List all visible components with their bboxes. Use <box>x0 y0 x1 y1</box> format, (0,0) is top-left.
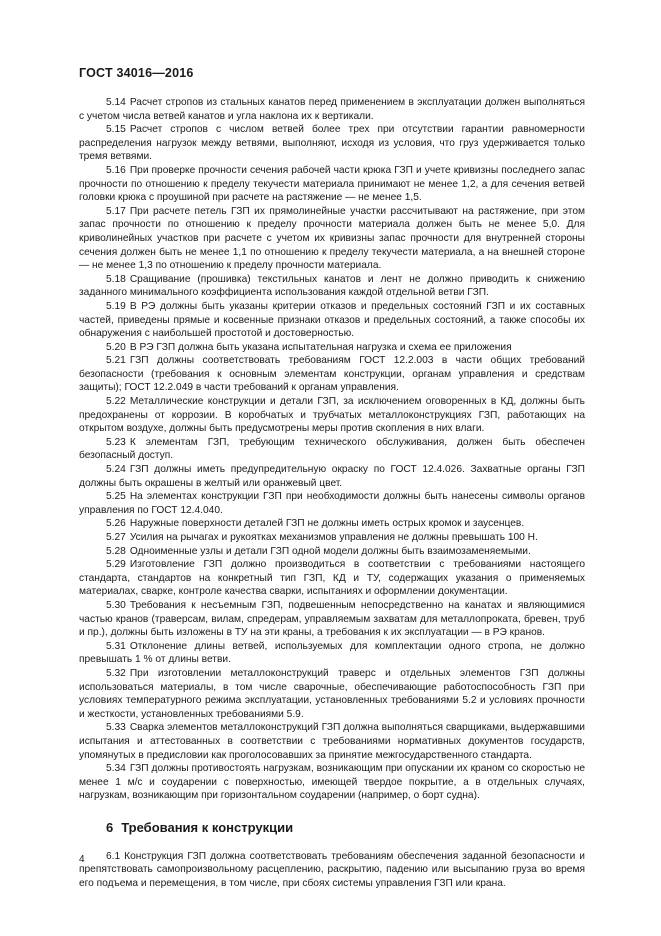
section-number: 6 <box>106 819 114 835</box>
clause-paragraph <box>79 463 585 490</box>
clause-text: ГЗП должны противостоять нагрузкам, возникающим при опускании их краном со скоростью не менее 1 м/с и соударении с поверхностью, имеющей твердое покрытие, а в отдельных случаях, нагрузкам, возникающим при горизонтальном соударении (например, о борт судна). <box>79 763 585 802</box>
clause-number: 5.17 <box>106 205 126 217</box>
clause-number: 5.16 <box>106 164 126 176</box>
clause-paragraph <box>79 96 585 123</box>
clause-paragraph <box>79 545 585 559</box>
clause-paragraph <box>79 123 585 164</box>
clause-text: Одноименные узлы и детали ГЗП одной модели должны быть взаимозаменяемыми. <box>129 545 531 557</box>
clause-number: 5.33 <box>106 722 126 734</box>
clause-paragraph <box>79 517 585 531</box>
section-heading <box>79 820 585 835</box>
clause-number: 5.20 <box>106 341 126 353</box>
clause-text: ГЗП должны соответствовать требованиям ГОСТ 12.2.003 в части общих требований безопасности (требования к основным элементам конструкции, органам управления и средствам защиты); ГОСТ 12.2.049 в части требований к органам управления. <box>79 355 585 394</box>
clause-paragraph <box>79 300 585 341</box>
clause-number: 5.29 <box>106 559 126 571</box>
clause-text: Изготовление ГЗП должно производиться в соответствии с требованиями настоящего стандарта, стандартов на конкретный тип ГЗП, КД и ТУ, содержащих указания о применяемых материалах, сварке, контроле качества сварки, испытаниях и оформлении документации. <box>79 559 585 598</box>
clause-text: Сварка элементов металлоконструкций ГЗП должна выполняться сварщиками, выдержавшими испытания и аттестованных в соответствии с требованиями нормативных документов государств, упомянутых в предисловии как проголосовавших за принятие межгосударственного стандарта. <box>79 722 585 761</box>
clause-text: Металлические конструкции и детали ГЗП, за исключением оговоренных в КД, должны быть предохранены от коррозии. В коробчатых и трубчатых металлоконструкциях ГЗП, работающих на открытом воздухе, должны быть предусмотрены меры против скопления в них влаги. <box>79 396 585 435</box>
clause-number: 5.26 <box>106 518 126 530</box>
clause-text: При расчете петель ГЗП их прямолинейные участки рассчитывают на растяжение, при этом запас прочности по отношению к пределу прочности материала должен быть не менее 5,0. Для криволинейных участков при расчете с учетом их кривизны запас прочности для внутренней стороны сечения должен быть не менее 1,1 по отношению к пределу текучести материала, а на внешней стороне — не менее 1,3 по отношению к пределу прочности материала. <box>79 205 585 272</box>
clause-paragraph <box>79 205 585 273</box>
clause-paragraph <box>79 762 585 803</box>
clause-number: 5.14 <box>106 97 126 108</box>
page-number: 4 <box>79 854 85 865</box>
clause-paragraph <box>79 531 585 545</box>
clause-number: 5.25 <box>106 491 126 503</box>
clause-paragraph <box>79 395 585 436</box>
clauses-list <box>79 96 585 803</box>
clause-number: 5.32 <box>106 667 126 679</box>
clause-number: 5.23 <box>106 436 126 448</box>
clause-number: 5.24 <box>106 464 126 476</box>
clause-paragraph <box>79 436 585 463</box>
clause-paragraph <box>79 721 585 762</box>
document-body <box>79 96 585 891</box>
clause-text: Отклонение длины ветвей, используемых для комплектации одного стропа, не должно превышать 1 % от длины ветви. <box>79 640 585 666</box>
clause-text: Наружные поверхности деталей ГЗП не должны иметь острых кромок и заусенцев. <box>129 518 525 530</box>
clause-paragraph <box>79 640 585 667</box>
clause-text: Расчет стропов с числом ветвей более трех при отсутствии гарантии равномерности распределения нагрузок между ветвями, выполняют, исходя из условия, что груз удерживается только тремя ветвями. <box>79 124 585 163</box>
clause-paragraph <box>79 354 585 395</box>
clause-paragraph <box>79 599 585 640</box>
clause-text: Расчет стропов из стальных канатов перед применением в эксплуатации должен выполняться с учетом числа ветвей канатов и угла наклона их к вертикали. <box>79 97 585 122</box>
section-clauses-list <box>79 850 585 891</box>
clause-number: 5.21 <box>106 355 126 367</box>
clause-text: На элементах конструкции ГЗП при необходимости должны быть нанесены символы органов управления по ГОСТ 12.4.040. <box>79 491 585 516</box>
clause-paragraph <box>79 558 585 599</box>
document-header: ГОСТ 34016—2016 <box>79 66 194 80</box>
clause-number: 5.18 <box>106 273 126 285</box>
clause-number: 6.1 <box>106 850 121 862</box>
section-title: Требования к конструкции <box>121 819 294 835</box>
clause-paragraph <box>79 164 585 205</box>
clause-text: В РЭ должны быть указаны критерии отказов и предельных состояний ГЗП и их составных частей, приведены прямые и косвенные признаки отказов и предельных состояний, а также способы их обнаружения с наибольшей простотой и достоверностью. <box>79 300 585 340</box>
clause-number: 5.15 <box>106 124 126 136</box>
clause-text: В РЭ ГЗП должна быть указана испытательная нагрузка и схема ее приложения <box>129 341 512 353</box>
clause-paragraph <box>79 273 585 300</box>
clause-paragraph <box>79 667 585 721</box>
clause-number: 5.34 <box>106 763 126 775</box>
clause-paragraph <box>79 850 585 891</box>
clause-text: К элементам ГЗП, требующим технического обслуживания, должен быть обеспечен безопасный доступ. <box>79 436 585 462</box>
clause-number: 5.30 <box>106 599 126 611</box>
clause-text: При изготовлении металлоконструкций траверс и отдельных элементов ГЗП должны использоваться материалы, в том числе сварочные, обеспечивающие работоспособность ГЗП при условиях температурного режима эксплуатации, установленных требованиями 5.2 и условиях прочности и жесткости, установленных требованиями 5.9. <box>79 667 585 720</box>
clause-number: 5.27 <box>106 532 126 543</box>
clause-text: Требования к несъемным ГЗП, подвешенным непосредственно на канатах и являющимися частью кранов (траверсам, вилам, спредерам, управляемым захватам для металлопроката, бревен, труб и пр.), должны быть изложены в ТУ на эти краны, а требования к их эксплуатации — в РЭ кранов. <box>79 599 585 639</box>
clause-text: Конструкция ГЗП должна соответствовать требованиям обеспечения заданной безопасности и препятствовать самопроизвольному расцеплению, раскрытию, падению или высыпанию груза во время его подъема и перемещения, в том числе, при сбоях системы управления ГЗП или крана. <box>79 850 585 890</box>
clause-text: ГЗП должны иметь предупредительную окраску по ГОСТ 12.4.026. Захватные органы ГЗП должны быть окрашены в желтый или оранжевый цвет. <box>79 464 585 489</box>
clause-number: 5.22 <box>106 396 126 408</box>
clause-paragraph <box>79 490 585 517</box>
clause-number: 5.28 <box>106 545 126 557</box>
clause-text: Сращивание (прошивка) текстильных канатов и лент не должно приводить к снижению заданного минимального коэффициента использования каждой отдельной ветви ГЗП. <box>79 273 585 299</box>
clause-number: 5.31 <box>106 640 126 652</box>
clause-paragraph <box>79 341 585 355</box>
clause-text: Усилия на рычагах и рукоятках механизмов управления не должны превышать 100 Н. <box>129 532 538 543</box>
clause-text: При проверке прочности сечения рабочей части крюка ГЗП и учете кривизны последнего запас прочности по отношению к пределу текучести материала принимают не менее 1,2, а для сечения ветвей головки крюка с проушиной при расчете на растяжение — не менее 1,5. <box>79 164 585 204</box>
clause-number: 5.19 <box>106 300 126 312</box>
